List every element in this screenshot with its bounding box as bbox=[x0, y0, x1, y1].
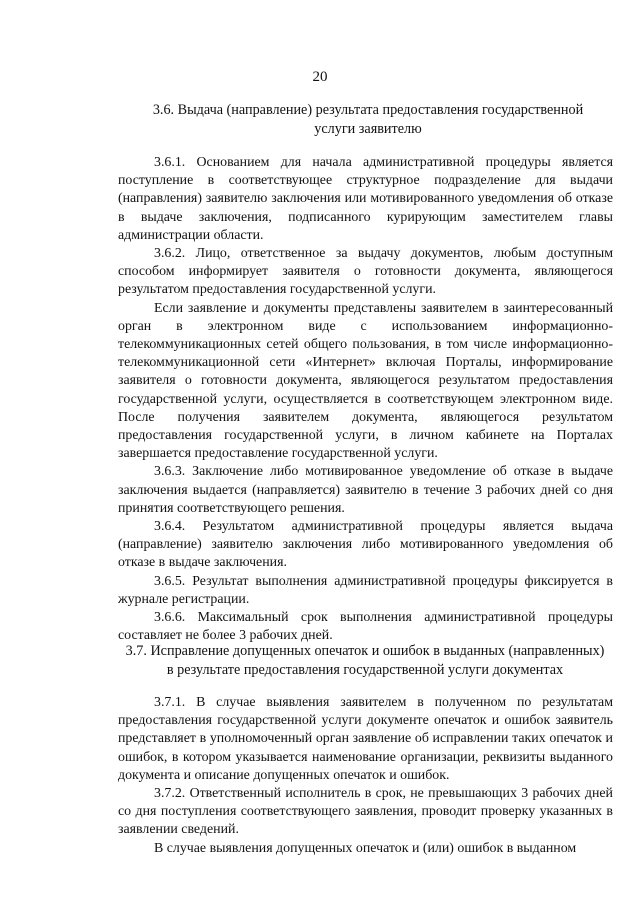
heading-line: 3.7. Исправление допущенных опечаток и ошибок в выданных (направленных) bbox=[125, 643, 605, 659]
section-body-3-6 bbox=[118, 154, 613, 645]
paragraph-3-6-4: 3.6.4. Результатом административной процедуры является выдача (направление) заявителю заключения либо мотивированного уведомления об отказе в выдаче заключения. bbox=[118, 519, 613, 571]
paragraph-3-6-2: 3.6.2. Лицо, ответственное за выдачу документов, любым доступным способом информирует заявителя о готовности документа, являющегося результатом предоставления государственной услуги. bbox=[118, 246, 613, 298]
paragraph-3-7-2: 3.7.2. Ответственный исполнитель в срок, не превышающих 3 рабочих дней со дня поступления соответствующего заявления, проводит проверку указанных в заявлении сведений. bbox=[118, 786, 613, 838]
paragraph-errors-found: В случае выявления допущенных опечаток и (или) ошибок в выданном bbox=[154, 840, 577, 856]
heading-line: услуги заявителю bbox=[314, 121, 422, 137]
heading-line: 3.6. Выдача (направление) результата предоставления государственной bbox=[152, 102, 584, 118]
paragraph-3-6-5: 3.6.5. Результат выполнения административной процедуры фиксируется в журнале регистрации. bbox=[118, 573, 613, 607]
page-number: 20 bbox=[312, 69, 328, 85]
heading-line: в результате предоставления государственной услуги документах bbox=[166, 662, 564, 678]
paragraph-3-7-1: 3.7.1. В случае выявления заявителем в полученном по результатам предоставления государственной услуги документе опечаток и ошибок заявитель представляет в уполномоченный орган заявление об исправлении таких опечаток и ошибок, в котором указывается наименование организации, реквизиты выданного документа и описание допущенных опечаток и ошибок. bbox=[118, 695, 613, 783]
section-body-3-7 bbox=[118, 694, 613, 858]
paragraph-3-6-6: 3.6.6. Максимальный срок выполнения административной процедуры составляет не более 3 рабочих дней. bbox=[118, 610, 613, 644]
section-heading-3-7 bbox=[100, 642, 630, 680]
paragraph-3-6-3: 3.6.3. Заключение либо мотивированное уведомление об отказе в выдаче заключения выдается (направляется) заявителю в течение 3 рабочих дней со дня принятия соответствующего решения. bbox=[118, 464, 613, 516]
section-heading-3-6 bbox=[118, 101, 618, 139]
paragraph-3-6-1: 3.6.1. Основанием для начала административной процедуры является поступление в соответствующее структурное подразделение для выдачи (направления) заявителю заключения или мотивированного уведомления об отказе в выдаче заключения, подписанного курирующим заместителем главы администрации области. bbox=[118, 155, 613, 243]
paragraph-electronic-submission: Если заявление и документы представлены заявителем в заинтересованный орган в электронном виде с использованием информационно-телекоммуникационных сетей общего пользования, в том числе информационно-телекоммуникационной сети «Интернет» включая Порталы, информирование заявителя о готовности документа, являющегося результатом предоставления государственной услуги, осуществляется в соответствующем электронном виде. После получения заявителем документа, являющегося результатом предоставления государственной услуги, в личном кабинете на Порталах завершается предоставление государственной услуги. bbox=[118, 300, 613, 462]
